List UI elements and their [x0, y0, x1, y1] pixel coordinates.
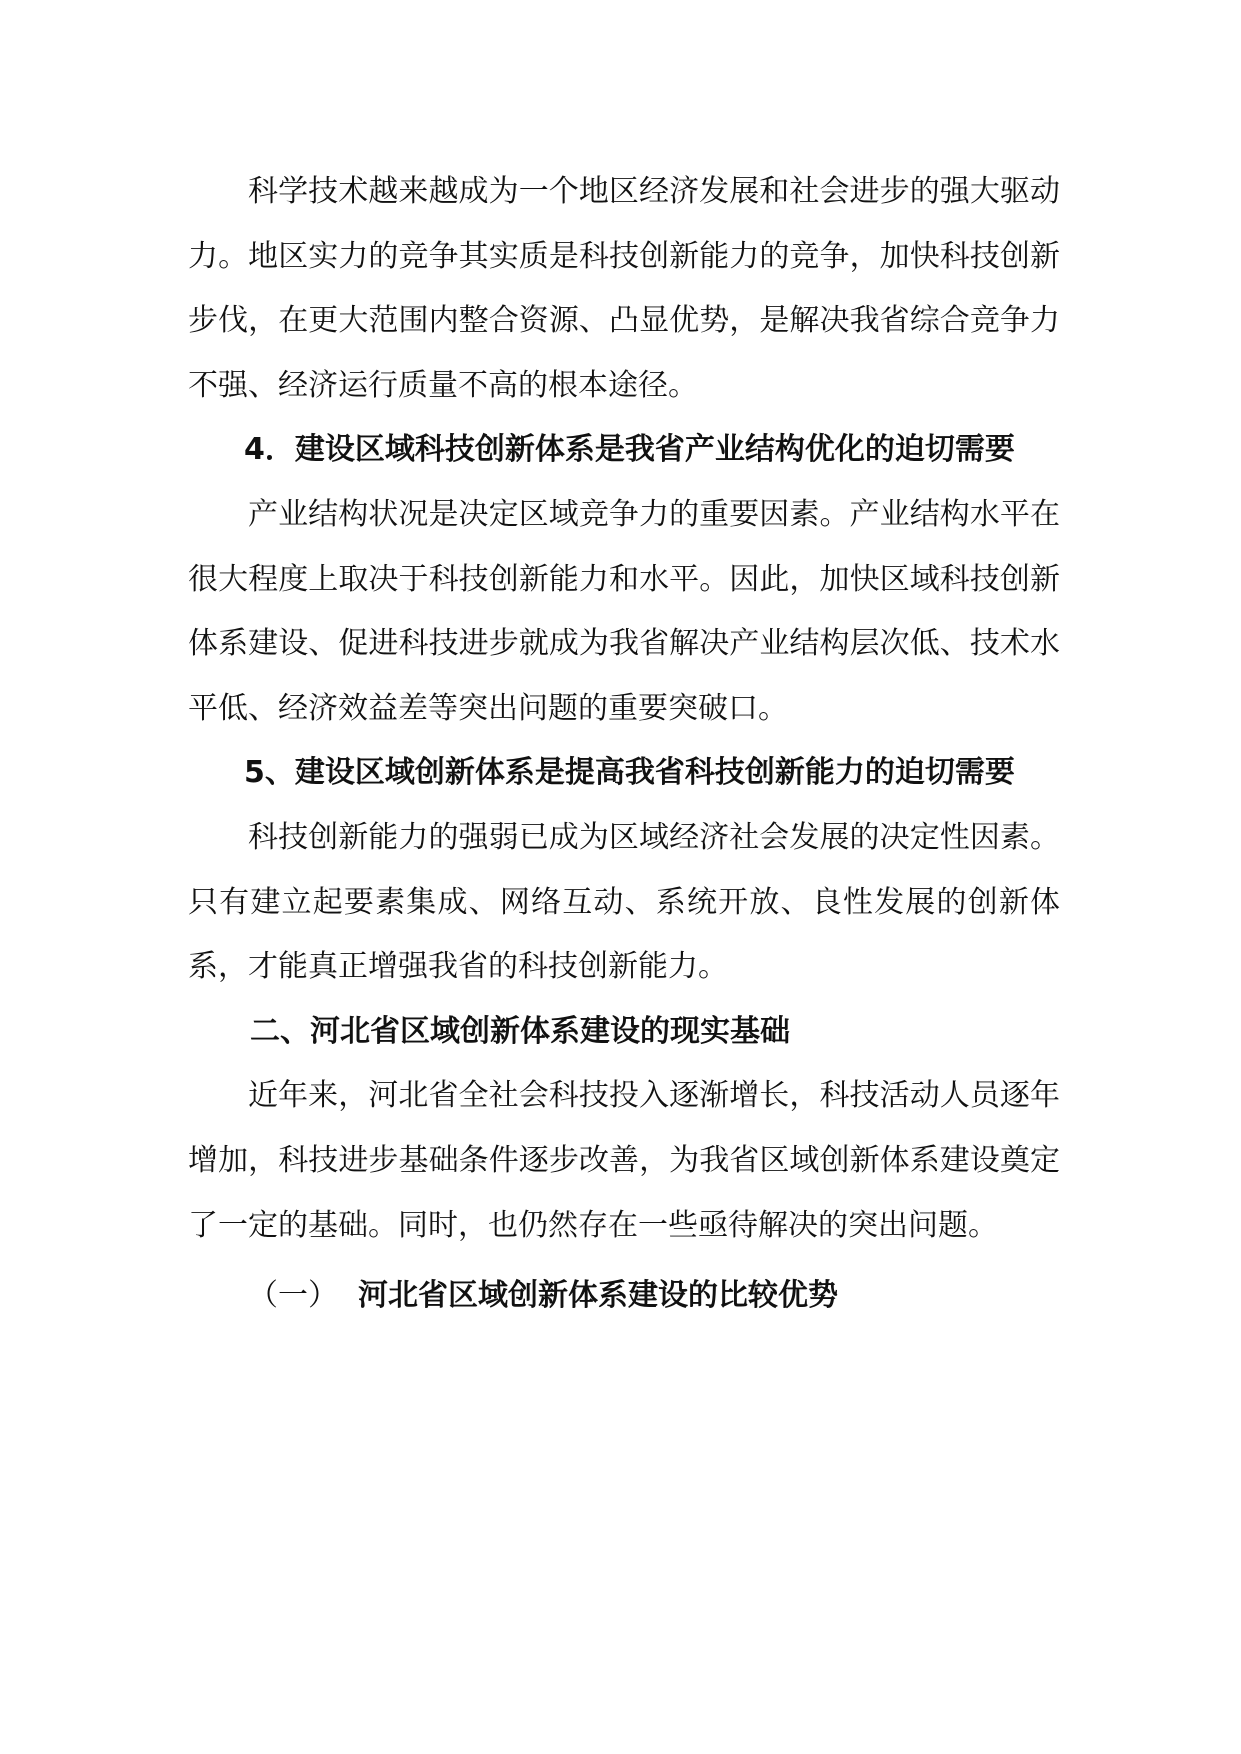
body-paragraph: 产业结构状况是决定区域竞争力的重要因素。产业结构水平在很大程度上取决于科技创新能力和水平。因此，加快区域科技创新体系建设、促进科技进步就成为我省解决产业结构层次低、技术水平低、经济效益差等突出问题的重要突破口。: [188, 496, 1060, 726]
numbered-heading: 5、建设区域创新体系是提高我省科技创新能力的迫切需要: [244, 755, 1015, 791]
subsection-title: 河北省区域创新体系建设的比较优势: [358, 1278, 838, 1314]
subsection-number: （一）: [248, 1278, 338, 1314]
subsection-heading: [188, 1264, 1060, 1329]
document-body: [188, 160, 1060, 1329]
numbered-heading: 4．建设区域科技创新体系是我省产业结构优化的迫切需要: [244, 432, 1015, 468]
body-paragraph: 近年来，河北省全社会科技投入逐渐增长，科技活动人员逐年增加，科技进步基础条件逐步改善，为我省区域创新体系建设奠定了一定的基础。同时，也仍然存在一些亟待解决的突出问题。: [188, 1078, 1060, 1243]
body-paragraph: 科技创新能力的强弱已成为区域经济社会发展的决定性因素。只有建立起要素集成、网络互动、系统开放、良性发展的创新体系，才能真正增强我省的科技创新能力。: [188, 819, 1060, 985]
body-paragraph: 科学技术越来越成为一个地区经济发展和社会进步的强大驱动力。地区实力的竞争其实质是科技创新能力的竞争，加快科技创新步伐，在更大范围内整合资源、凸显优势，是解决我省综合竞争力不强、经济运行质量不高的根本途径。: [188, 174, 1060, 403]
section-heading: 二、河北省区域创新体系建设的现实基础: [250, 1013, 790, 1049]
